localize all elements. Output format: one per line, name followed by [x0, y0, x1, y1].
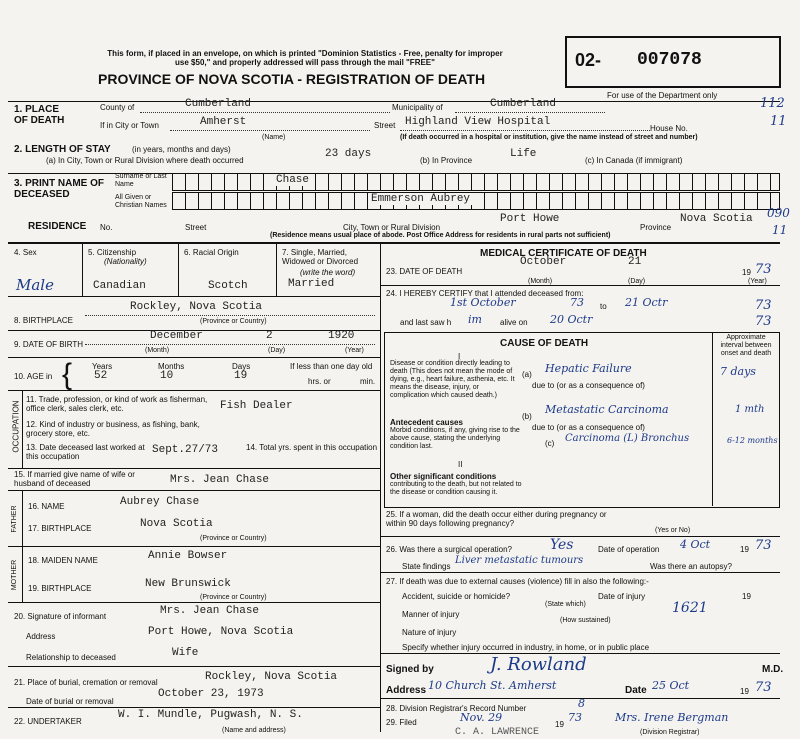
interval-header: Approximate interval between onset and death	[720, 334, 772, 357]
residence-note: (Residence means usual place of abode. Post Office Address for residents in rural parts not sufficient)	[270, 232, 611, 239]
undertaker-value: W. I. Mundle, Pugwash, N. S.	[118, 709, 303, 721]
autopsy-label: Was there an autopsy?	[650, 562, 732, 571]
manner-code: 1621	[672, 600, 708, 616]
deceased-name-label: 3. PRINT NAME OF DECEASED	[14, 178, 105, 200]
birthplace-value: Rockley, Nova Scotia	[130, 301, 263, 313]
racial-origin-value: Scotch	[208, 280, 248, 292]
street-label: Street	[374, 121, 396, 130]
total-years-label: 14. Total yrs. spent in this occupation	[246, 443, 378, 452]
injury-date-label: Date of injury	[598, 592, 646, 601]
to-label: to	[600, 302, 607, 311]
mail-notice-line1: This form, if placed in an envelope, on which is printed "Dominion Statistics - Free, penalty for improper	[107, 49, 503, 58]
md-label: M.D.	[762, 664, 784, 675]
mother-side-label: MOTHER	[11, 559, 18, 591]
death-date-label: 23. DATE OF DEATH	[386, 267, 463, 276]
cause-b-interval: 1 mth	[735, 404, 765, 415]
line	[22, 546, 23, 602]
rule	[8, 101, 780, 102]
marital-sub: (write the word)	[300, 268, 356, 277]
operation-date-label: Date of operation	[598, 545, 660, 554]
operation-year: 73	[755, 538, 772, 553]
certify-label: 24. I HEREBY CERTIFY that I attended deceased from:	[386, 289, 584, 298]
mail-notice-line2: use $50," and properly addressed will pass through the mail "FREE"	[175, 58, 435, 67]
trade-value: Fish Dealer	[220, 400, 293, 412]
attended-to: 21 Octr	[625, 296, 668, 309]
burial-label: 21. Place of burial, cremation or removal	[14, 678, 158, 687]
findings-label: State findings	[402, 562, 451, 571]
due-to-label-1: due to (or as a consequence of)	[532, 381, 645, 390]
city-value: Amherst	[200, 116, 247, 128]
spouse-label: 15. If married give name of wife or husband of deceased	[14, 470, 135, 488]
surname-value: Chase	[273, 174, 312, 186]
line	[8, 707, 380, 708]
county-label: County of	[100, 103, 135, 112]
age-years: 52	[94, 370, 108, 382]
q28-value: 8	[578, 697, 585, 710]
father-side-label: FATHER	[11, 505, 18, 533]
line	[8, 666, 380, 667]
accident-label: Accident, suicide or homicide?	[402, 592, 511, 601]
dept-use-note: For use of the Department only	[607, 91, 718, 100]
cause-b-value: Metastatic Carcinoma	[545, 403, 669, 416]
street-value: Highland View Hospital	[405, 116, 551, 128]
footer-stamp: C. A. LAWRENCE	[455, 727, 540, 738]
line	[170, 130, 370, 131]
age-brace: {	[62, 358, 73, 391]
line	[400, 130, 650, 131]
informant-address-value: Port Howe, Nova Scotia	[148, 626, 294, 638]
age-days: 19	[234, 370, 248, 382]
stay-a-label: (a) In City, Town or Rural Division where death occurred	[46, 156, 244, 165]
hospital-instruction: (If death occurred in a hospital or institution, give the name instead of street and number)	[400, 134, 698, 141]
findings-value: Liver metastatic tumours	[455, 555, 584, 566]
residence-no-label: No.	[100, 223, 113, 232]
occupation-side-label: OCCUPATION	[11, 400, 21, 453]
form-title: PROVINCE OF NOVA SCOTIA - REGISTRATION OF DEATH	[98, 71, 486, 87]
line	[712, 332, 713, 506]
given-names-value: Emmerson Aubrey	[368, 193, 473, 205]
attended-y1: 73	[570, 296, 584, 309]
house-label: House No.	[650, 124, 688, 133]
line	[8, 602, 380, 603]
how-sustained-sub: (How sustained)	[560, 617, 611, 624]
attended-y2: 73	[755, 298, 772, 313]
specify-label: Specify whether injury occurred in industry, in home, or in public place	[402, 643, 650, 652]
cause-c-interval: 6-12 months	[727, 436, 778, 445]
birthplace-label: 8. BIRTHPLACE	[14, 316, 73, 325]
manner-label: Manner of injury	[402, 610, 460, 619]
last-saw-label: and last saw h	[400, 318, 452, 327]
dob-year-sub: (Year)	[345, 347, 364, 354]
line	[85, 344, 375, 345]
mother-birthplace-value: New Brunswick	[145, 578, 231, 590]
father-name-label: 16. NAME	[28, 502, 65, 511]
line	[8, 390, 380, 391]
length-of-stay-label: 2. LENGTH OF STAY	[14, 144, 111, 155]
residence-label: RESIDENCE	[28, 221, 87, 232]
nature-label: Nature of injury	[402, 628, 457, 637]
age-label: 10. AGE in	[14, 372, 53, 381]
division-registrar-signature: Mrs. Irene Bergman	[615, 711, 729, 724]
stay-c-label: (c) In Canada (if immigrant)	[585, 156, 683, 165]
cause-title: CAUSE OF DEATH	[500, 338, 589, 349]
citizenship-value: Canadian	[93, 280, 146, 292]
line	[8, 468, 380, 469]
stay-sub: (in years, months and days)	[132, 145, 231, 154]
city-label: If in City or Town	[100, 121, 159, 130]
line	[8, 296, 380, 297]
industry-label: 12. Kind of industry or business, as fishing, bank, grocery store, etc.	[26, 420, 200, 438]
cause-a-marker: (a)	[522, 370, 532, 379]
informant-value: Mrs. Jean Chase	[160, 605, 260, 617]
mother-maiden-label: 18. MAIDEN NAME	[28, 556, 98, 565]
signed-date-label: Date	[625, 685, 647, 696]
months-label: Months	[158, 362, 185, 371]
death-month: October	[520, 256, 567, 268]
racial-origin-label: 6. Racial Origin	[184, 248, 239, 257]
days-label: Days	[232, 362, 251, 371]
medical-certificate-title: MEDICAL CERTIFICATE OF DEATH	[480, 248, 647, 259]
given-names-label: All Given or Christian Names	[115, 194, 167, 209]
physician-address-label: Address	[386, 685, 427, 696]
q25-sub: (Yes or No)	[655, 527, 691, 534]
filed-year: 73	[568, 711, 582, 724]
burial-place-value: Rockley, Nova Scotia	[205, 671, 338, 683]
house-code: 11	[770, 114, 787, 129]
sex-value: Male	[16, 276, 54, 294]
sex-label: 4. Sex	[14, 248, 37, 257]
name-sub: (Name)	[262, 134, 286, 141]
q26-value: Yes	[550, 537, 574, 553]
father-birthplace-value: Nova Scotia	[140, 518, 213, 530]
q29-label: 29. Filed	[386, 718, 417, 727]
municipality-label: Municipality of	[392, 103, 443, 112]
line	[140, 112, 390, 113]
line	[8, 490, 380, 491]
death-year: 73	[755, 262, 772, 277]
column-divider	[380, 242, 381, 732]
dob-day: 2	[266, 330, 273, 342]
residence-city-value: Port Howe	[500, 213, 560, 225]
other-conditions-sub: contributing to the death, but not related to the disease or condition causing it.	[390, 481, 522, 496]
filed-date: Nov. 29	[460, 711, 503, 724]
dob-month: December	[150, 330, 203, 342]
line	[8, 546, 380, 547]
dob-month-sub: (Month)	[145, 347, 170, 354]
place-of-death-label: 1. PLACE OF DEATH	[14, 104, 65, 126]
surname-grid	[172, 173, 780, 191]
residence-province-value: Nova Scotia	[680, 213, 753, 225]
signed-date: 25 Oct	[652, 679, 690, 692]
antecedent-sub: Morbid conditions, if any, giving rise to the above cause, stating the underlying condition last.	[390, 427, 520, 450]
q27-label: 27. If death was due to external causes (violence) fill in also the following:-	[386, 577, 649, 586]
marital-value: Married	[288, 278, 335, 290]
direct-cause-label: Disease or condition directly leading to death (This does not mean the mode of dying, e.g., heart failure, asthenia, etc. It means the disease, injury, or complication which caused death.)	[390, 360, 515, 399]
line	[85, 315, 375, 316]
signed-year-prefix: 19	[740, 687, 749, 696]
q28-label: 28. Division Registrar's Record Number	[386, 704, 527, 713]
spouse-value: Mrs. Jean Chase	[170, 474, 270, 486]
informant-label: 20. Signature of informant	[14, 612, 107, 621]
informant-address-label: Address	[26, 632, 56, 641]
signed-year: 73	[755, 680, 772, 695]
stay-b-value: Life	[510, 148, 537, 160]
mother-maiden-value: Annie Bowser	[148, 550, 228, 562]
trade-label: 11. Trade, profession, or kind of work as fisherman, office clerk, sales clerk, etc.	[26, 395, 208, 413]
registration-number-box	[565, 36, 781, 88]
operation-date: 4 Oct	[680, 538, 711, 551]
last-worked-value: Sept.27/73	[152, 444, 219, 456]
line	[380, 285, 780, 286]
line	[178, 244, 179, 296]
stay-b-label: (b) In Province	[420, 156, 473, 165]
years-label: Years	[92, 362, 113, 371]
father-birthplace-label: 17. BIRTHPLACE	[28, 524, 92, 533]
undertaker-sub: (Name and address)	[222, 727, 286, 734]
municipality-value: Cumberland	[490, 98, 557, 110]
line	[22, 490, 23, 546]
line	[276, 244, 277, 296]
cause-b-marker: (b)	[522, 412, 532, 421]
q26-label: 26. Was there a surgical operation?	[386, 545, 512, 554]
less-day-label: If less than one day old	[290, 362, 373, 371]
residence-code1: 090	[767, 206, 790, 220]
surname-label: Surname or Last Name	[115, 173, 167, 188]
county-value: Cumberland	[185, 98, 252, 110]
min-label: min.	[360, 377, 376, 386]
operation-year-prefix: 19	[740, 545, 749, 554]
dob-day-sub: (Day)	[268, 347, 286, 354]
attended-from: 1st October	[450, 296, 516, 309]
death-month-sub: (Month)	[528, 278, 553, 285]
q25-label: 25. If a woman, did the death occur either during pregnancy or within 90 days following pregnancy?	[386, 510, 607, 528]
citizenship-sub: (Nationality)	[104, 257, 147, 266]
other-conditions-label: Other significant conditions	[390, 472, 497, 481]
rule	[8, 242, 780, 244]
residence-province-label: Province	[640, 223, 672, 232]
line	[82, 244, 83, 296]
burial-date-value: October 23, 1973	[158, 688, 264, 700]
dob-year: 1920	[328, 330, 355, 342]
dob-label: 9. DATE OF BIRTH	[14, 340, 84, 349]
alive-on-date: 20 Octr	[550, 313, 593, 326]
stay-a-value: 23 days	[325, 148, 372, 160]
line	[380, 572, 780, 573]
burial-date-label: Date of burial or removal	[26, 697, 114, 706]
residence-code2: 11	[772, 223, 788, 237]
hrs-label: hrs. or	[308, 377, 331, 386]
physician-address: 10 Church St. Amherst	[428, 679, 557, 692]
given-names-grid	[172, 192, 780, 210]
cause-a-interval: 7 days	[720, 365, 756, 378]
line	[380, 536, 780, 537]
cause-a-value: Hepatic Failure	[545, 362, 632, 375]
antecedent-label: Antecedent causes	[390, 418, 463, 427]
line	[455, 112, 605, 113]
relationship-label: Relationship to deceased	[26, 653, 116, 662]
last-saw-h: im	[468, 313, 482, 326]
undertaker-label: 22. UNDERTAKER	[14, 717, 82, 726]
relationship-value: Wife	[172, 647, 199, 659]
reg-number: 007078	[637, 50, 702, 70]
age-months: 10	[160, 370, 174, 382]
father-birthplace-sub: (Province or Country)	[200, 535, 267, 542]
due-to-label-2: due to (or as a consequence of)	[532, 423, 645, 432]
cause-c-marker: (c)	[545, 439, 555, 448]
last-worked-label: 13. Date deceased last worked at this occupation	[26, 443, 145, 461]
cause-c-value: Carcinoma (L) Bronchus	[565, 433, 690, 444]
division-registrar-sub: (Division Registrar)	[640, 729, 700, 736]
reg-prefix: 02-	[575, 50, 602, 70]
municipality-code: 112	[760, 96, 785, 111]
mother-birthplace-label: 19. BIRTHPLACE	[28, 584, 92, 593]
alive-on-label: alive on	[500, 318, 528, 327]
part-one: I	[458, 352, 461, 361]
father-name-value: Aubrey Chase	[120, 496, 200, 508]
physician-signature: J. Rowland	[490, 654, 587, 675]
death-year-sub: (Year)	[748, 278, 767, 285]
signed-by-label: Signed by	[386, 664, 434, 675]
filed-year-prefix: 19	[555, 720, 564, 729]
line	[22, 390, 23, 468]
state-which-sub: (State which)	[545, 601, 586, 608]
residence-city-label: City, Town or Rural Division	[343, 223, 441, 232]
marital-label: 7. Single, Married, Widowed or Divorced	[282, 248, 359, 266]
birthplace-sub: (Province or Country)	[200, 318, 267, 325]
mother-birthplace-sub: (Province or Country)	[200, 594, 267, 601]
death-day-sub: (Day)	[628, 278, 646, 285]
injury-year-prefix: 19	[742, 592, 751, 601]
death-day: 21	[628, 256, 642, 268]
part-two: II	[458, 460, 463, 469]
citizenship-label: 5. Citizenship	[88, 248, 137, 257]
death-year-prefix: 19	[742, 268, 751, 277]
residence-street-label: Street	[185, 223, 207, 232]
alive-year: 73	[755, 314, 772, 329]
